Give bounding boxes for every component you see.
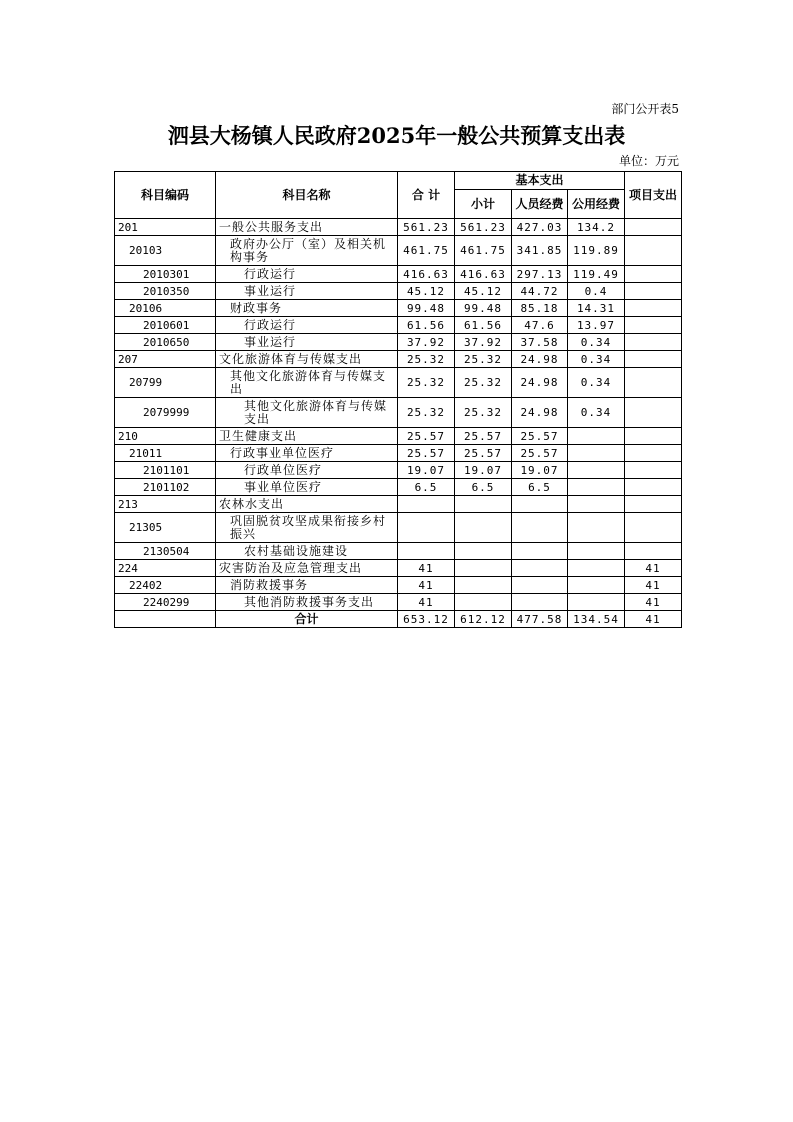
- personnel-cell: 37.58: [512, 334, 568, 351]
- total-label: 合计: [216, 611, 398, 628]
- project-cell: 41: [625, 560, 682, 577]
- table-header: [115, 172, 682, 219]
- personnel-cell: 25.57: [512, 428, 568, 445]
- table-row: [115, 334, 682, 351]
- public-use-cell: 119.89: [568, 236, 625, 266]
- name-cell: 行政单位医疗: [216, 462, 398, 479]
- code-cell: 21305: [115, 513, 216, 543]
- code-cell: 20106: [115, 300, 216, 317]
- budget-table: [114, 171, 682, 628]
- form-number: 部门公开表5: [611, 102, 679, 116]
- subtotal-cell: [455, 594, 512, 611]
- code-cell: 2130504: [115, 543, 216, 560]
- project-cell: [625, 513, 682, 543]
- table-row: [115, 560, 682, 577]
- code-cell: 207: [115, 351, 216, 368]
- project-cell: [625, 300, 682, 317]
- code-cell: 210: [115, 428, 216, 445]
- name-cell: 事业运行: [216, 334, 398, 351]
- total-cell: 41: [398, 577, 455, 594]
- total-cell: 61.56: [398, 317, 455, 334]
- public-use-cell: 0.34: [568, 334, 625, 351]
- name-cell: 文化旅游体育与传媒支出: [216, 351, 398, 368]
- name-cell: 农林水支出: [216, 496, 398, 513]
- table-row: [115, 219, 682, 236]
- public-use-cell: 0.34: [568, 351, 625, 368]
- table-row: [115, 317, 682, 334]
- table-row: [115, 283, 682, 300]
- total-cell: [398, 543, 455, 560]
- project-cell: [625, 283, 682, 300]
- name-cell: 其他消防救援事务支出: [216, 594, 398, 611]
- subtotal-cell: 25.57: [455, 428, 512, 445]
- subtotal-cell: 61.56: [455, 317, 512, 334]
- total-cell: [398, 496, 455, 513]
- name-cell: 灾害防治及应急管理支出: [216, 560, 398, 577]
- subtotal-cell: 416.63: [455, 266, 512, 283]
- public-use-cell: [568, 462, 625, 479]
- personnel-cell: 297.13: [512, 266, 568, 283]
- project-cell: [625, 219, 682, 236]
- name-cell: 事业运行: [216, 283, 398, 300]
- subtotal-cell: [455, 577, 512, 594]
- name-cell: 行政事业单位医疗: [216, 445, 398, 462]
- subtotal-cell: [455, 513, 512, 543]
- personnel-cell: 47.6: [512, 317, 568, 334]
- personnel-cell: 24.98: [512, 351, 568, 368]
- subtotal-cell: 461.75: [455, 236, 512, 266]
- personnel-cell: [512, 594, 568, 611]
- subtotal-cell: [455, 543, 512, 560]
- table-row: [115, 300, 682, 317]
- total-total: 653.12: [398, 611, 455, 628]
- name-cell: 行政运行: [216, 317, 398, 334]
- unit-label: 单位：万元: [618, 154, 679, 168]
- name-cell: 消防救援事务: [216, 577, 398, 594]
- page-title: 泗县大杨镇人民政府2025年一般公共预算支出表: [167, 123, 626, 148]
- public-use-cell: [568, 496, 625, 513]
- project-cell: [625, 543, 682, 560]
- code-cell: 22402: [115, 577, 216, 594]
- public-use-cell: [568, 577, 625, 594]
- total-cell: 19.07: [398, 462, 455, 479]
- project-cell: [625, 334, 682, 351]
- project-cell: [625, 462, 682, 479]
- total-cell: 461.75: [398, 236, 455, 266]
- total-code-cell: [115, 611, 216, 628]
- project-cell: [625, 445, 682, 462]
- code-cell: 21011: [115, 445, 216, 462]
- public-use-cell: 14.31: [568, 300, 625, 317]
- name-cell: 巩固脱贫攻坚成果衔接乡村振兴: [216, 513, 398, 543]
- name-cell: 政府办公厅（室）及相关机构事务: [216, 236, 398, 266]
- total-cell: 99.48: [398, 300, 455, 317]
- subtotal-cell: 19.07: [455, 462, 512, 479]
- code-cell: 2101102: [115, 479, 216, 496]
- public-use-cell: [568, 479, 625, 496]
- table-footer: [115, 611, 682, 628]
- header-subtotal: 小计: [455, 190, 512, 219]
- project-cell: [625, 496, 682, 513]
- total-cell: 25.32: [398, 368, 455, 398]
- name-cell: 卫生健康支出: [216, 428, 398, 445]
- public-use-cell: 13.97: [568, 317, 625, 334]
- project-cell: [625, 236, 682, 266]
- personnel-cell: 25.57: [512, 445, 568, 462]
- subtotal-cell: 25.32: [455, 368, 512, 398]
- total-cell: 25.57: [398, 428, 455, 445]
- name-cell: 行政运行: [216, 266, 398, 283]
- table-row: [115, 351, 682, 368]
- total-cell: 6.5: [398, 479, 455, 496]
- total-cell: 41: [398, 560, 455, 577]
- name-cell: 一般公共服务支出: [216, 219, 398, 236]
- table-row: [115, 428, 682, 445]
- total-project: 41: [625, 611, 682, 628]
- total-cell: 25.32: [398, 351, 455, 368]
- personnel-cell: 24.98: [512, 368, 568, 398]
- subtotal-cell: 25.32: [455, 351, 512, 368]
- public-use-cell: [568, 428, 625, 445]
- project-cell: [625, 398, 682, 428]
- subtotal-cell: [455, 496, 512, 513]
- code-cell: 2010650: [115, 334, 216, 351]
- personnel-cell: 6.5: [512, 479, 568, 496]
- total-cell: 25.32: [398, 398, 455, 428]
- total-cell: 561.23: [398, 219, 455, 236]
- table-row: [115, 577, 682, 594]
- personnel-cell: 44.72: [512, 283, 568, 300]
- table-row: [115, 479, 682, 496]
- project-cell: 41: [625, 594, 682, 611]
- table-body: [115, 219, 682, 611]
- total-cell: 37.92: [398, 334, 455, 351]
- personnel-cell: [512, 560, 568, 577]
- public-use-cell: [568, 560, 625, 577]
- header-public-use: 公用经费: [568, 190, 625, 219]
- header-project: 项目支出: [625, 172, 682, 219]
- name-cell: 事业单位医疗: [216, 479, 398, 496]
- project-cell: [625, 351, 682, 368]
- code-cell: 2079999: [115, 398, 216, 428]
- code-cell: 224: [115, 560, 216, 577]
- project-cell: [625, 428, 682, 445]
- code-cell: 2010350: [115, 283, 216, 300]
- total-cell: [398, 513, 455, 543]
- table-row: [115, 236, 682, 266]
- table-row: [115, 398, 682, 428]
- total-cell: 416.63: [398, 266, 455, 283]
- table-row: [115, 594, 682, 611]
- subtotal-cell: 25.32: [455, 398, 512, 428]
- code-cell: 20799: [115, 368, 216, 398]
- code-cell: 213: [115, 496, 216, 513]
- total-public-use: 134.54: [568, 611, 625, 628]
- personnel-cell: 19.07: [512, 462, 568, 479]
- header-basic: 基本支出: [455, 172, 625, 190]
- subtotal-cell: [455, 560, 512, 577]
- total-row: [115, 611, 682, 628]
- project-cell: 41: [625, 577, 682, 594]
- public-use-cell: 0.4: [568, 283, 625, 300]
- code-cell: 2101101: [115, 462, 216, 479]
- personnel-cell: [512, 496, 568, 513]
- total-cell: 45.12: [398, 283, 455, 300]
- total-cell: 25.57: [398, 445, 455, 462]
- project-cell: [625, 368, 682, 398]
- name-cell: 其他文化旅游体育与传媒支出: [216, 368, 398, 398]
- subtotal-cell: 6.5: [455, 479, 512, 496]
- header-name: 科目名称: [216, 172, 398, 219]
- name-cell: 财政事务: [216, 300, 398, 317]
- project-cell: [625, 479, 682, 496]
- subtotal-cell: 25.57: [455, 445, 512, 462]
- personnel-cell: 341.85: [512, 236, 568, 266]
- personnel-cell: 24.98: [512, 398, 568, 428]
- public-use-cell: [568, 543, 625, 560]
- public-use-cell: 119.49: [568, 266, 625, 283]
- table-row: [115, 266, 682, 283]
- code-cell: 20103: [115, 236, 216, 266]
- subtotal-cell: 561.23: [455, 219, 512, 236]
- public-use-cell: [568, 513, 625, 543]
- public-use-cell: [568, 445, 625, 462]
- table-row: [115, 513, 682, 543]
- personnel-cell: [512, 513, 568, 543]
- header-code: 科目编码: [115, 172, 216, 219]
- public-use-cell: 0.34: [568, 398, 625, 428]
- total-personnel: 477.58: [512, 611, 568, 628]
- project-cell: [625, 317, 682, 334]
- name-cell: 农村基础设施建设: [216, 543, 398, 560]
- code-cell: 2240299: [115, 594, 216, 611]
- table-row: [115, 543, 682, 560]
- total-cell: 41: [398, 594, 455, 611]
- project-cell: [625, 266, 682, 283]
- name-cell: 其他文化旅游体育与传媒支出: [216, 398, 398, 428]
- code-cell: 2010301: [115, 266, 216, 283]
- total-subtotal: 612.12: [455, 611, 512, 628]
- code-cell: 201: [115, 219, 216, 236]
- header-total: 合 计: [398, 172, 455, 219]
- public-use-cell: [568, 594, 625, 611]
- table-row: [115, 368, 682, 398]
- subtotal-cell: 45.12: [455, 283, 512, 300]
- subtotal-cell: 37.92: [455, 334, 512, 351]
- table-row: [115, 445, 682, 462]
- table-row: [115, 462, 682, 479]
- personnel-cell: [512, 543, 568, 560]
- personnel-cell: 85.18: [512, 300, 568, 317]
- public-use-cell: 134.2: [568, 219, 625, 236]
- personnel-cell: [512, 577, 568, 594]
- table-row: [115, 496, 682, 513]
- code-cell: 2010601: [115, 317, 216, 334]
- public-use-cell: 0.34: [568, 368, 625, 398]
- header-personnel: 人员经费: [512, 190, 568, 219]
- subtotal-cell: 99.48: [455, 300, 512, 317]
- personnel-cell: 427.03: [512, 219, 568, 236]
